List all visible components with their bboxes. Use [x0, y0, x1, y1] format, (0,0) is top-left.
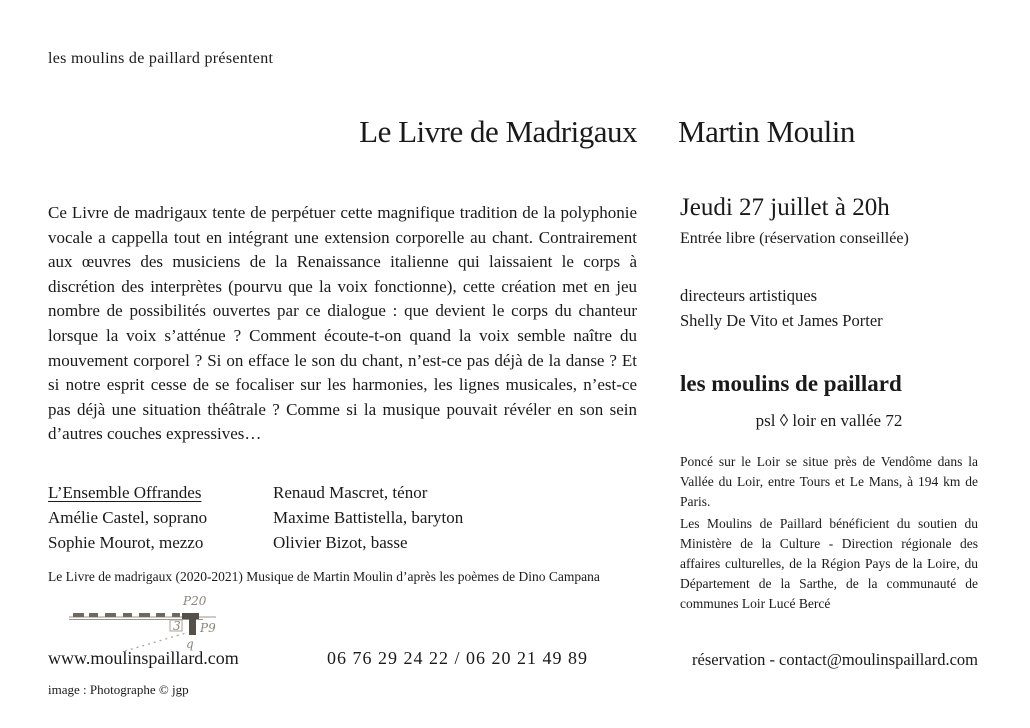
admission-info: Entrée libre (réservation conseillée): [680, 230, 909, 247]
reservation-contact: réservation - contact@moulinspaillard.com: [692, 650, 978, 669]
sketch-mark: P20: [183, 594, 207, 608]
ensemble-member: Amélie Castel, soprano: [48, 508, 208, 527]
ruler-dashes: [73, 613, 180, 617]
venue-name: les moulins de paillard: [680, 371, 902, 396]
directors-label: directeurs artistiques: [680, 286, 817, 305]
ensemble-member: Maxime Battistella, baryton: [273, 508, 464, 527]
ensemble-member: Renaud Mascret, ténor: [273, 483, 428, 502]
sketch-mark: 3: [173, 619, 181, 633]
directors-block: [680, 283, 883, 333]
ensemble-member: Olivier Bizot, basse: [273, 533, 408, 552]
work-title: Le Livre de Madrigaux: [359, 114, 637, 149]
funders-info: Les Moulins de Paillard bénéficient du soutien du Ministère de la Culture - Direction régionale des affaires culturelles, de la Région Pays de la Loire, du Département de la Sarthe, de la communauté de communes Loir Lucé Bercé: [680, 516, 978, 611]
phone-numbers: 06 76 29 24 22 / 06 20 21 49 89: [326, 648, 588, 668]
venue-location-info: Poncé sur le Loir se situe près de Vendôme dans la Vallée du Loir, entre Tours et Le Mans, à 194 km de Paris.: [680, 454, 978, 509]
presenter-kicker: les moulins de paillard présentent: [48, 50, 274, 67]
venue-location: psl ◊ loir en vallée 72: [755, 411, 903, 430]
directors-names: Shelly De Vito et James Porter: [680, 311, 883, 330]
work-description: Ce Livre de madrigaux tente de perpétuer cette magnifique tradition de la polyphonie vocale a cappella tout en intégrant une extension corporelle au chant. Contrairement aux œuvres des musiciens de la Renaissance italienne qui laissaient le corps à discrétion des interprètes (pourvu que la voix fonctionne), cette création met en jeu nombre de possibilités ouvertes par ce dialogue : que devient le corps du chanteur lorsque la voix s’atténue ? Comment écoute-t-on quand la voix semble naître du mouvement corporel ? Si on efface le son du chant, n’est-ce pas déjà de la danse ? Et si notre esprit cesse de se focaliser sur les harmonies, les lignes musicales, n’est-ce pas déjà une situation théâtrale ? Comme si la musique pouvait révéler en son sein d’autres couches expressives…: [48, 203, 637, 444]
paillard-sketch-logo: [55, 589, 225, 655]
image-credit: image : Photographe © jgp: [48, 682, 189, 697]
composer-title: Martin Moulin: [678, 114, 855, 149]
website-url: www.moulinspaillard.com: [48, 648, 239, 668]
ensemble-member: Sophie Mourot, mezzo: [48, 533, 204, 552]
sketch-tee-mark: [182, 613, 199, 635]
event-date: Jeudi 27 juillet à 20h: [680, 194, 890, 221]
ensemble-name: L’Ensemble Offrandes: [48, 483, 202, 502]
work-credit-line: Le Livre de madrigaux (2020-2021) Musique de Martin Moulin d’après les poèmes de Dino Campana: [48, 569, 600, 584]
sketch-mark: q: [186, 637, 194, 651]
ensemble-block-col2: [273, 480, 463, 555]
ensemble-block: [48, 480, 207, 555]
sketch-mark: P9: [200, 621, 216, 635]
